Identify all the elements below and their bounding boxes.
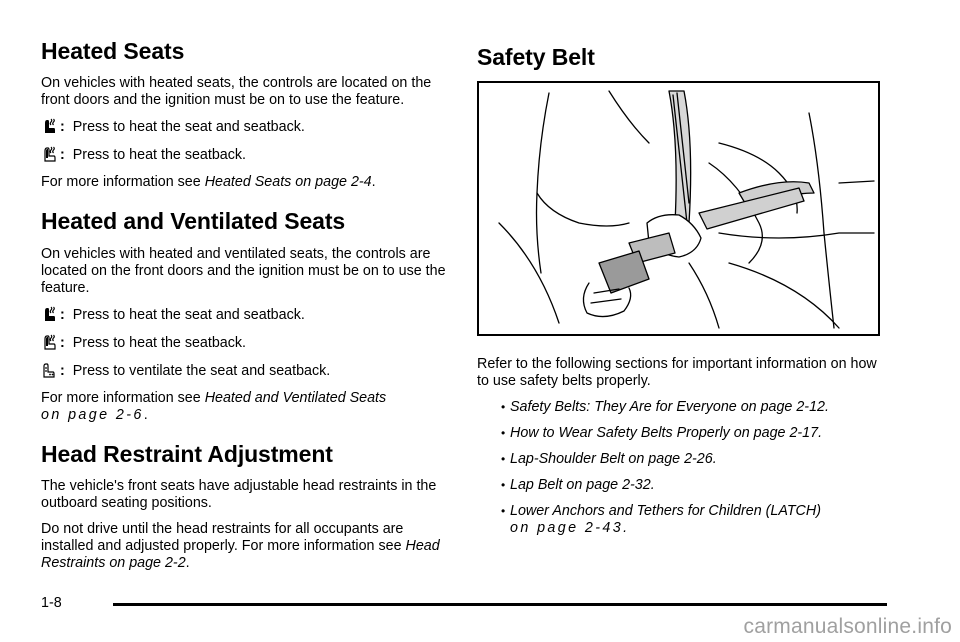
control-text: Press to heat the seat and seatback.: [72, 119, 305, 136]
control-heated-seat-and-back-2: : Press to heat the seat and seatback.: [41, 306, 446, 324]
list-item: • How to Wear Safety Belts Properly on page 2-17.: [501, 425, 823, 442]
safety-belt-links: [477, 399, 882, 537]
right-column: [477, 38, 882, 546]
link-heated-seats[interactable]: Heated Seats on page 2-4: [204, 174, 372, 191]
heading-head-restraint: Head Restraint Adjustment: [41, 440, 333, 467]
link-head-restraints[interactable]: Head Restraints on page 2-2: [41, 538, 440, 572]
list-item: • Lap Belt on page 2-32.: [501, 477, 655, 494]
link-lap-belt[interactable]: Lap Belt on page 2-32: [510, 477, 651, 494]
control-heated-seat-and-back: : Press to heat the seat and seatback.: [41, 118, 446, 136]
left-column: [41, 38, 446, 581]
head-restraint-para2: Do not drive until the head restraints for all occupants are installed and adjusted properly. For more information see Head Restraints on page 2-2.: [41, 521, 440, 572]
heading-safety-belt: Safety Belt: [477, 44, 595, 70]
control-heated-seatback-2: : Press to heat the seatback.: [41, 334, 446, 352]
heated-seats-intro: On vehicles with heated seats, the controls are located on the front doors and the ignition must be on to use the feature.: [41, 75, 432, 109]
control-text: Press to ventilate the seat and seatback.: [72, 362, 331, 379]
heading-heated-seats: Heated Seats: [41, 38, 185, 64]
list-item: • Lap-Shoulder Belt on page 2-26.: [501, 451, 717, 468]
page-number: 1-8: [41, 595, 62, 611]
safety-belt-illustration: [477, 81, 880, 336]
link-how-to-wear[interactable]: How to Wear Safety Belts Properly on page 2-17: [510, 425, 819, 442]
heading-heated-ventilated-seats: Heated and Ventilated Seats: [41, 208, 346, 235]
belt-buckle-drawing: [479, 83, 878, 334]
heated-seatback-icon: [41, 334, 57, 352]
control-text: Press to heat the seatback.: [72, 334, 247, 351]
heated-seat-and-back-icon: [41, 118, 57, 136]
link-latch-page[interactable]: on page 2-43: [510, 520, 624, 537]
link-heated-ventilated-page[interactable]: on page 2-6: [41, 406, 144, 423]
ventilated-seat-icon: [41, 362, 57, 380]
control-ventilated-seat: : Press to ventilate the seat and seatback.: [41, 362, 446, 380]
watermark-text: carmanualsonline.info: [743, 615, 952, 638]
heated-ventilated-more: For more information see Heated and Ventilated Seats on page 2-6.: [41, 389, 387, 423]
link-latch[interactable]: Lower Anchors and Tethers for Children (LATCH): [510, 503, 821, 520]
list-item: • Safety Belts: They Are for Everyone on page 2-12.: [501, 399, 829, 416]
safety-belt-intro: Refer to the following sections for important information on how to use safety belts properly.: [477, 356, 877, 390]
control-text: Press to heat the seat and seatback.: [72, 306, 305, 323]
heated-seatback-icon: [41, 146, 57, 164]
page-footer: [41, 594, 887, 612]
head-restraint-para1: The vehicle's front seats have adjustable head restraints in the outboard seating positions.: [41, 478, 437, 512]
footer-rule: [113, 603, 887, 606]
list-item: • Lower Anchors and Tethers for Children (LATCH) on page 2-43.: [501, 503, 821, 537]
heated-seat-and-back-icon: [41, 306, 57, 324]
control-heated-seatback: : Press to heat the seatback.: [41, 146, 446, 164]
control-text: Press to heat the seatback.: [72, 147, 247, 164]
heated-seats-more: For more information see Heated Seats on page 2-4.: [41, 174, 376, 191]
heated-ventilated-intro: On vehicles with heated and ventilated seats, the controls are located on the front doors and the ignition must be on to use the feature.: [41, 245, 446, 296]
link-lap-shoulder-belt[interactable]: Lap-Shoulder Belt on page 2-26: [510, 451, 713, 468]
link-heated-ventilated-seats[interactable]: Heated and Ventilated Seats: [204, 389, 387, 406]
link-safety-belts-everyone[interactable]: Safety Belts: They Are for Everyone on page 2-12: [510, 399, 825, 416]
